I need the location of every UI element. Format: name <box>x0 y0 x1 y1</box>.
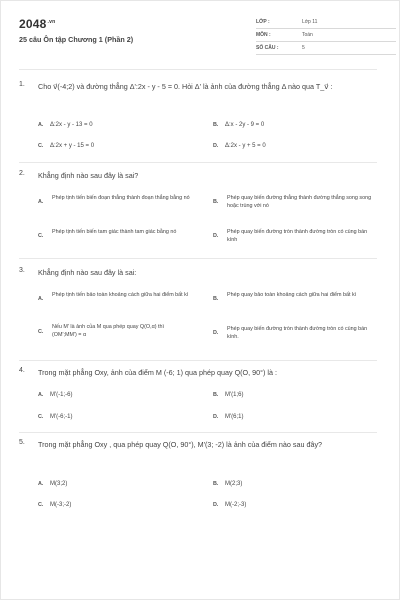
question-number: 1. <box>19 81 25 88</box>
divider <box>19 162 377 163</box>
logo: $2048^{.vn}$ <box>19 17 56 31</box>
option-a[interactable]: A. M(3;2) <box>38 481 68 487</box>
meta-value: Toán <box>302 32 313 38</box>
option-b[interactable]: B. Phép quay bảo toàn khoảng cách giữa hai điểm bất kì <box>213 292 357 302</box>
meta-label: LỚP : <box>256 19 270 25</box>
divider <box>19 360 377 361</box>
question-3 <box>19 267 377 362</box>
question-1 <box>19 81 377 161</box>
question-2 <box>19 170 377 260</box>
option-c[interactable]: C. Phép tịnh tiến biến tam giác thành tam giác bằng nó <box>38 229 177 239</box>
option-c[interactable]: C. M(-3;-2) <box>38 502 72 508</box>
question-text: Cho v⃗(-4;2) và đường thẳng Δ':2x - y - 5 = 0. Hỏi Δ' là ảnh của đường thẳng Δ nào qua T_v⃗ : <box>38 82 333 91</box>
option-a[interactable]: A. Δ:2x - y - 13 = 0 <box>38 122 93 128</box>
option-d[interactable]: D. Phép quay biến đường tròn thành đường tròn có cùng bán kính. <box>213 326 368 341</box>
question-text: Trong mặt phẳng Oxy, ảnh của điểm M (-6; 1) qua phép quay Q(O, 90°) là : <box>38 368 277 377</box>
question-5 <box>19 439 377 519</box>
option-d[interactable]: D. Phép quay biến đường tròn thành đường tròn có cùng bán kính <box>213 229 368 244</box>
meta-row-count <box>256 43 396 55</box>
question-number: 5. <box>19 439 25 446</box>
option-c[interactable]: C. Nếu M' là ảnh của M qua phép quay Q(O,α) thì (OM';MM') = α <box>38 324 165 339</box>
question-number: 4. <box>19 367 25 374</box>
question-number: 3. <box>19 267 25 274</box>
option-c[interactable]: C. M'(-6;-1) <box>38 414 73 420</box>
option-a[interactable]: A. M'(-1;-6) <box>38 392 73 398</box>
meta-value: Lớp 11 <box>302 19 318 25</box>
option-d[interactable]: D. M'(6;1) <box>213 414 244 420</box>
option-a[interactable]: A. Phép tịnh tiến biến đoạn thẳng thành đoạn thẳng bằng nó <box>38 195 190 205</box>
option-a[interactable]: A. Phép tịnh tiến bảo toàn khoảng cách giữa hai điểm bất kì <box>38 292 189 302</box>
question-4 <box>19 367 377 431</box>
header <box>19 17 377 61</box>
option-b[interactable]: B. Phép quay biến đường thẳng thành đường thẳng song song hoặc trùng với nó <box>213 195 372 210</box>
meta-value: 5 <box>302 45 305 51</box>
question-text: Trong mặt phẳng Oxy , qua phép quay Q(O, 90°), M'(3; -2) là ảnh của điểm nào sau đây? <box>38 440 323 449</box>
option-b[interactable]: B. M(2;3) <box>213 481 243 487</box>
option-d[interactable]: D. Δ:2x - y + 5 = 0 <box>213 143 266 149</box>
meta-info <box>256 17 396 56</box>
option-b[interactable]: B. Δ:x - 2y - 9 = 0 <box>213 122 265 128</box>
meta-label: SỐ CÂU : <box>256 45 279 51</box>
meta-row-subject <box>256 30 396 42</box>
divider <box>19 432 377 433</box>
question-number: 2. <box>19 170 25 177</box>
option-d[interactable]: D. M(-2;-3) <box>213 502 247 508</box>
option-c[interactable]: C. Δ:2x + y - 15 = 0 <box>38 143 95 149</box>
question-text: Khẳng định nào sau đây là sai: <box>38 268 137 277</box>
option-b[interactable]: B. M'(1;6) <box>213 392 244 398</box>
divider <box>19 258 377 259</box>
divider <box>19 69 377 70</box>
meta-row-class <box>256 17 396 29</box>
meta-label: MÔN : <box>256 32 271 38</box>
question-text: Khẳng định nào sau đây là sai? <box>38 171 139 180</box>
exam-title: 25 câu Ôn tập Chương 1 (Phần 2) <box>19 35 134 44</box>
